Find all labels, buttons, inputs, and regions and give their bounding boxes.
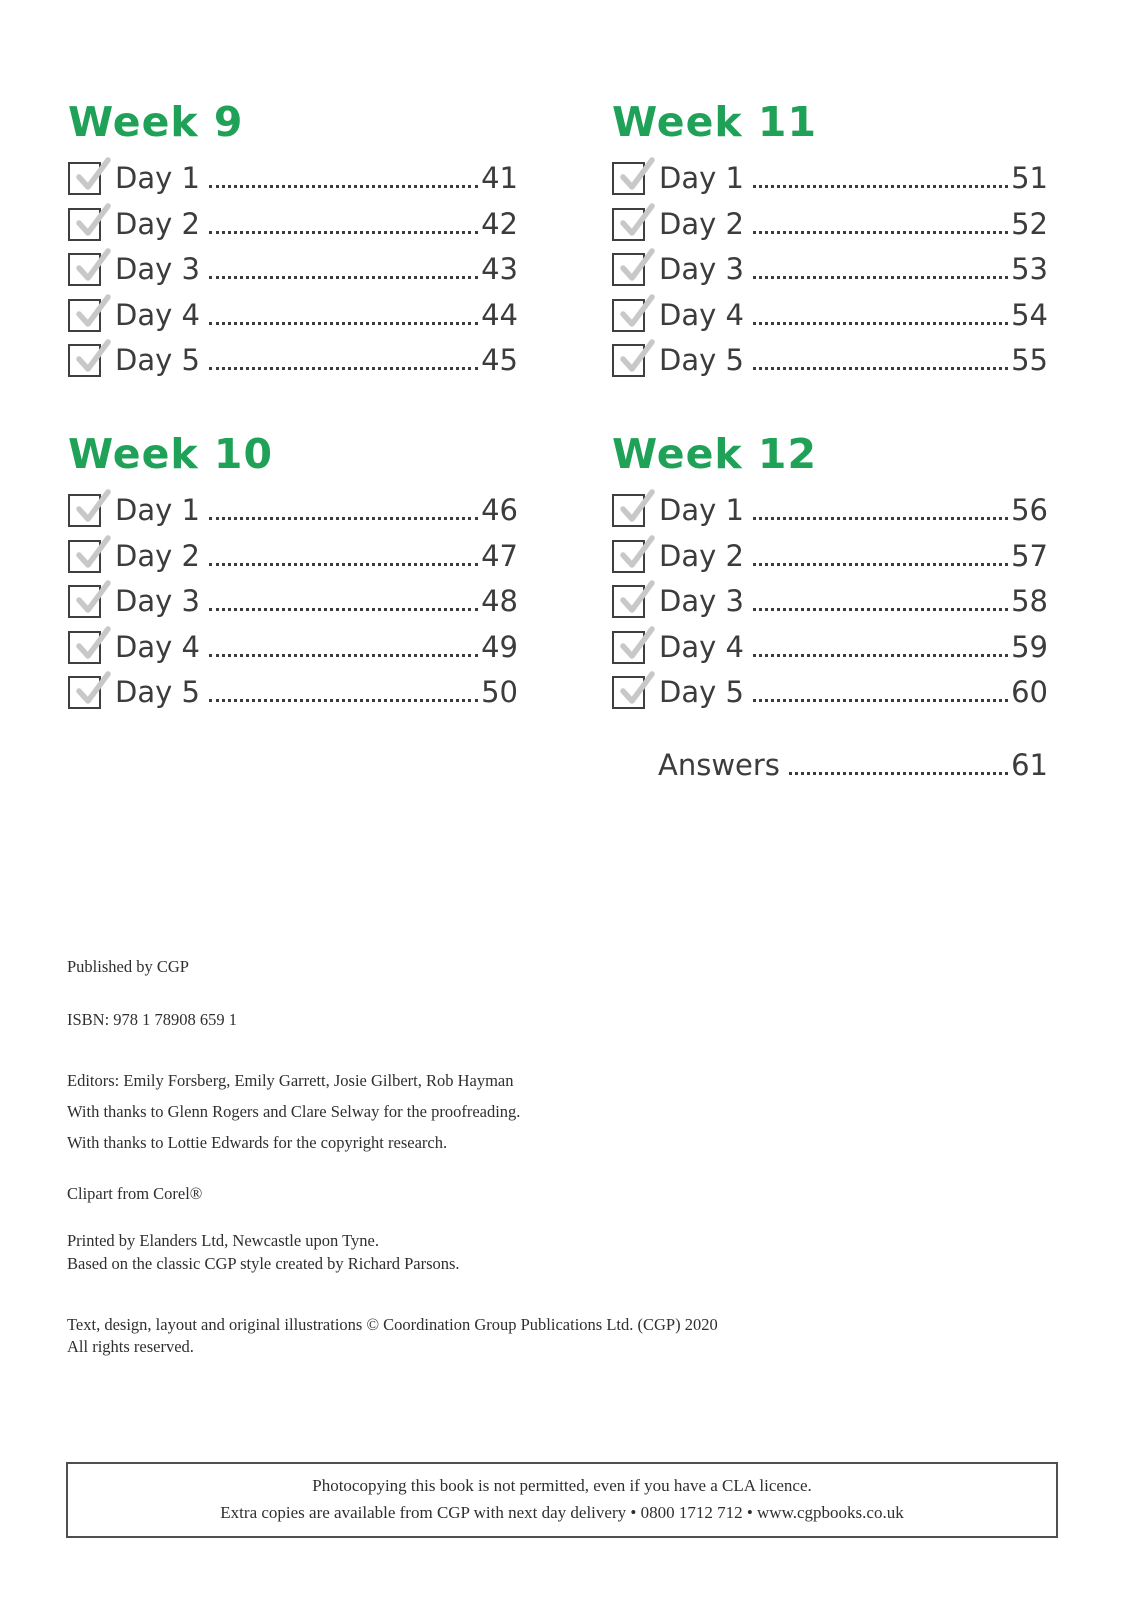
toc-entry-label: Day 2 bbox=[659, 206, 744, 241]
checkmark-icon bbox=[615, 577, 657, 619]
toc-entry-label: Answers bbox=[658, 748, 780, 782]
toc-row bbox=[68, 299, 518, 332]
checkmark-icon bbox=[615, 291, 657, 333]
dot-leader bbox=[753, 276, 1008, 279]
section-title: Week 9 bbox=[68, 98, 244, 146]
dot-leader bbox=[209, 276, 478, 279]
toc-entry-page-number: 56 bbox=[1011, 493, 1048, 527]
toc-row bbox=[612, 585, 1048, 618]
colophon-line: Editors: Emily Forsberg, Emily Garrett, Josie Gilbert, Rob Hayman bbox=[67, 1071, 514, 1090]
toc-entry-page-number: 44 bbox=[481, 297, 518, 332]
dot-leader bbox=[753, 699, 1008, 702]
toc-entry-label: Day 3 bbox=[115, 584, 200, 618]
toc-row bbox=[612, 208, 1048, 241]
checkmark-icon bbox=[71, 245, 113, 287]
checkmark-icon bbox=[71, 154, 113, 196]
dot-leader bbox=[753, 608, 1008, 611]
toc-entry-page-number: 45 bbox=[481, 343, 518, 377]
checkbox[interactable] bbox=[612, 162, 645, 195]
toc-entry-page-number: 48 bbox=[481, 584, 518, 618]
toc-entry-page-number: 54 bbox=[1011, 297, 1048, 332]
toc-row bbox=[612, 344, 1048, 377]
checkbox[interactable] bbox=[68, 494, 101, 527]
toc-entry-label: Day 5 bbox=[659, 675, 744, 709]
checkmark-icon bbox=[615, 154, 657, 196]
dot-leader bbox=[789, 772, 1008, 775]
dot-leader bbox=[753, 185, 1008, 188]
checkbox[interactable] bbox=[68, 344, 101, 377]
toc-entry-label: Day 2 bbox=[115, 206, 200, 241]
toc-entry-label: Day 4 bbox=[115, 297, 200, 332]
toc-answers-row bbox=[658, 749, 1048, 782]
section-title: Week 11 bbox=[612, 98, 817, 146]
toc-entry-label: Day 1 bbox=[115, 493, 200, 527]
toc-section-week-12 bbox=[612, 431, 1048, 722]
colophon-paragraph bbox=[67, 1183, 827, 1205]
colophon-line: Text, design, layout and original illustrations © Coordination Group Publications Ltd. (CGP) 2020 bbox=[67, 1315, 718, 1334]
checkmark-icon bbox=[71, 532, 113, 574]
section-title: Week 12 bbox=[612, 430, 817, 478]
toc-entry-page-number: 47 bbox=[481, 538, 518, 573]
toc-entry-label: Day 1 bbox=[659, 493, 744, 527]
colophon-line: With thanks to Lottie Edwards for the copyright research. bbox=[67, 1133, 448, 1152]
checkbox[interactable] bbox=[68, 631, 101, 664]
checkbox[interactable] bbox=[68, 162, 101, 195]
toc-entry-label: Day 4 bbox=[659, 297, 744, 332]
colophon-paragraph bbox=[67, 1009, 827, 1031]
toc-entry-page-number: 46 bbox=[481, 493, 518, 527]
colophon bbox=[67, 956, 827, 1358]
toc-entry-page-number: 51 bbox=[1011, 161, 1048, 195]
photocopying-notice-box bbox=[66, 1462, 1058, 1538]
toc-row bbox=[612, 676, 1048, 709]
dot-leader bbox=[209, 608, 478, 611]
checkbox[interactable] bbox=[612, 344, 645, 377]
toc-section-week-9 bbox=[68, 99, 518, 390]
dot-leader bbox=[209, 654, 478, 657]
checkmark-icon bbox=[71, 200, 113, 242]
colophon-line: All rights reserved. bbox=[67, 1337, 194, 1356]
toc-row bbox=[68, 162, 518, 195]
photocopying-notice-line1: Photocopying this book is not permitted, even if you have a CLA licence. bbox=[312, 1476, 812, 1495]
toc-entry-page-number: 52 bbox=[1011, 206, 1048, 241]
toc-row bbox=[612, 253, 1048, 286]
checkmark-icon bbox=[615, 532, 657, 574]
toc-entry-page-number: 57 bbox=[1011, 538, 1048, 573]
toc-row bbox=[612, 162, 1048, 195]
toc-entry-label: Day 1 bbox=[115, 161, 200, 195]
colophon-line: Published by CGP bbox=[67, 957, 189, 976]
toc-row bbox=[612, 631, 1048, 664]
dot-leader bbox=[209, 185, 478, 188]
toc-entry-label: Day 3 bbox=[659, 584, 744, 618]
toc-row bbox=[612, 494, 1048, 527]
colophon-line: Printed by Elanders Ltd, Newcastle upon Tyne. bbox=[67, 1231, 379, 1250]
colophon-line: ISBN: 978 1 78908 659 1 bbox=[67, 1010, 238, 1029]
toc-row bbox=[612, 299, 1048, 332]
toc-entry-label: Day 2 bbox=[115, 538, 200, 573]
toc-row bbox=[68, 540, 518, 573]
checkbox[interactable] bbox=[612, 208, 645, 241]
colophon-paragraph bbox=[67, 956, 827, 978]
checkbox[interactable] bbox=[68, 253, 101, 286]
toc-entry-label: Day 5 bbox=[115, 343, 200, 377]
toc-entry-page-number: 61 bbox=[1011, 748, 1048, 782]
dot-leader bbox=[753, 231, 1008, 234]
colophon-line: With thanks to Glenn Rogers and Clare Selway for the proofreading. bbox=[67, 1102, 521, 1121]
checkmark-icon bbox=[71, 486, 113, 528]
toc-entry-page-number: 43 bbox=[481, 252, 518, 286]
checkmark-icon bbox=[615, 336, 657, 378]
dot-leader bbox=[753, 322, 1008, 325]
checkbox[interactable] bbox=[612, 299, 645, 332]
checkbox[interactable] bbox=[68, 676, 101, 709]
toc-row bbox=[68, 494, 518, 527]
toc-entry-label: Day 2 bbox=[659, 538, 744, 573]
dot-leader bbox=[753, 654, 1008, 657]
checkbox[interactable] bbox=[612, 585, 645, 618]
colophon-line: Clipart from Corel® bbox=[67, 1184, 203, 1203]
toc-entry-page-number: 53 bbox=[1011, 252, 1048, 286]
checkmark-icon bbox=[615, 623, 657, 665]
checkmark-icon bbox=[615, 245, 657, 287]
toc-row bbox=[68, 344, 518, 377]
checkbox[interactable] bbox=[612, 676, 645, 709]
checkmark-icon bbox=[615, 486, 657, 528]
toc-row bbox=[68, 253, 518, 286]
checkmark-icon bbox=[71, 291, 113, 333]
checkmark-icon bbox=[71, 336, 113, 378]
toc-row bbox=[612, 540, 1048, 573]
section-title: Week 10 bbox=[68, 430, 273, 478]
checkmark-icon bbox=[71, 668, 113, 710]
dot-leader bbox=[753, 367, 1008, 370]
checkbox[interactable] bbox=[68, 208, 101, 241]
toc-entry-page-number: 59 bbox=[1011, 629, 1048, 664]
checkmark-icon bbox=[71, 577, 113, 619]
toc-entry-label: Day 4 bbox=[659, 629, 744, 664]
toc-row bbox=[68, 585, 518, 618]
toc-entry-page-number: 60 bbox=[1011, 675, 1048, 709]
colophon-paragraph bbox=[67, 1314, 827, 1358]
checkbox[interactable] bbox=[68, 540, 101, 573]
toc-row bbox=[68, 676, 518, 709]
colophon-paragraph bbox=[67, 1070, 827, 1154]
dot-leader bbox=[753, 563, 1008, 566]
checkbox[interactable] bbox=[612, 631, 645, 664]
dot-leader bbox=[209, 563, 478, 566]
checkbox[interactable] bbox=[68, 299, 101, 332]
dot-leader bbox=[209, 231, 478, 234]
toc-entry-label: Day 1 bbox=[659, 161, 744, 195]
dot-leader bbox=[209, 699, 478, 702]
toc-row bbox=[68, 208, 518, 241]
toc-entry-label: Day 5 bbox=[659, 343, 744, 377]
colophon-line: Based on the classic CGP style created by Richard Parsons. bbox=[67, 1254, 460, 1273]
toc-row bbox=[68, 631, 518, 664]
checkbox[interactable] bbox=[612, 253, 645, 286]
dot-leader bbox=[209, 322, 478, 325]
checkmark-icon bbox=[615, 668, 657, 710]
toc-section-week-11 bbox=[612, 99, 1048, 390]
toc-entry-page-number: 42 bbox=[481, 206, 518, 241]
checkmark-icon bbox=[71, 623, 113, 665]
toc-entry-page-number: 49 bbox=[481, 629, 518, 664]
toc-entry-page-number: 58 bbox=[1011, 584, 1048, 618]
toc-entry-page-number: 50 bbox=[481, 675, 518, 709]
checkbox[interactable] bbox=[612, 494, 645, 527]
toc-entry-page-number: 41 bbox=[481, 161, 518, 195]
checkbox[interactable] bbox=[68, 585, 101, 618]
checkbox[interactable] bbox=[612, 540, 645, 573]
toc-entry-label: Day 3 bbox=[659, 252, 744, 286]
dot-leader bbox=[209, 517, 478, 520]
toc-section-week-10 bbox=[68, 431, 518, 722]
toc-entry-label: Day 4 bbox=[115, 629, 200, 664]
photocopying-notice-line2: Extra copies are available from CGP with next day delivery • 0800 1712 712 • www.cgpbooks.co.uk bbox=[220, 1503, 904, 1522]
toc-entry-page-number: 55 bbox=[1011, 343, 1048, 377]
dot-leader bbox=[753, 517, 1008, 520]
colophon-paragraph bbox=[67, 1230, 827, 1275]
checkmark-icon bbox=[615, 200, 657, 242]
toc-entry-label: Day 5 bbox=[115, 675, 200, 709]
toc-entry-label: Day 3 bbox=[115, 252, 200, 286]
dot-leader bbox=[209, 367, 478, 370]
